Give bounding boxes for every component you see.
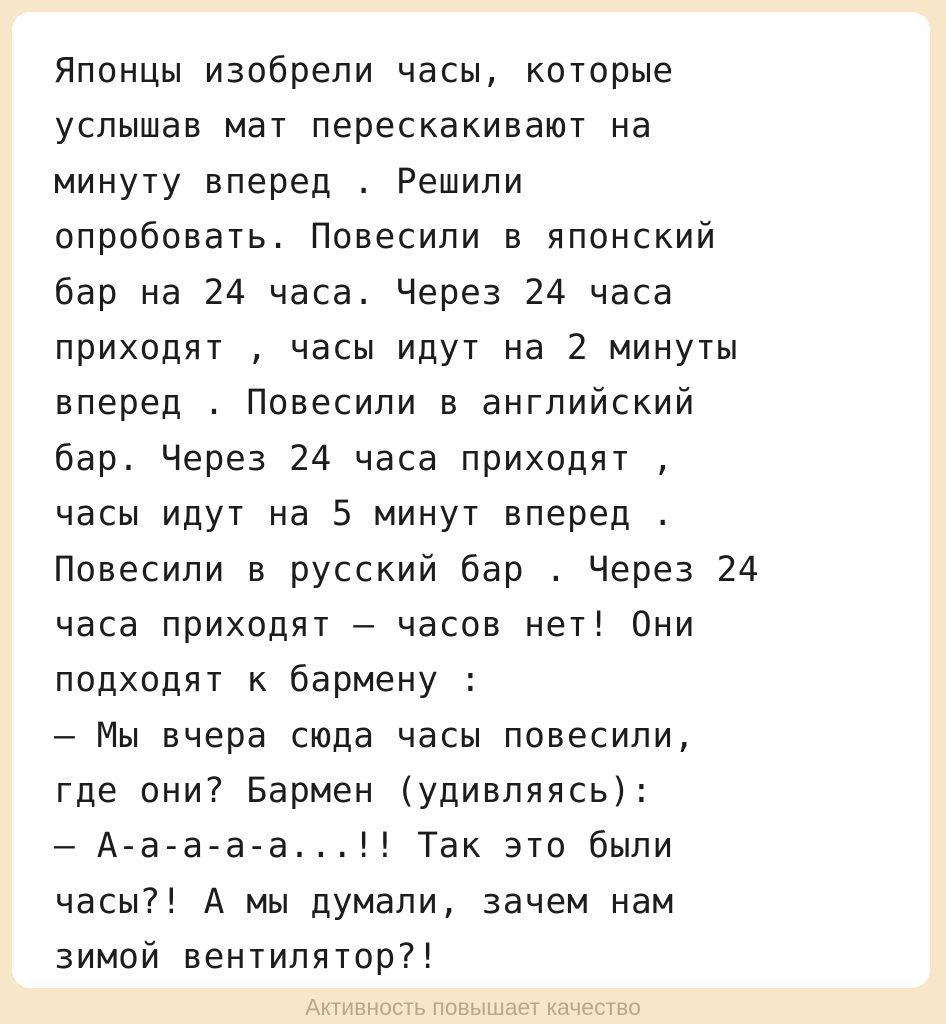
story-line-9: часы идут на 5 минут вперед . [54, 494, 674, 535]
story-line-4: опробовать. Повесили в японский [54, 217, 717, 258]
story-line-2: услышав мат перескакивают на [54, 106, 653, 147]
story-line-16: часы?! А мы думали, зачем нам [54, 881, 674, 922]
story-line-10: Повесили в русский бар . Через 24 [54, 549, 760, 590]
story-line-3: минуту вперед . Решили [54, 161, 525, 202]
joke-card [12, 12, 930, 988]
story-line-5: бар на 24 часа. Через 24 часа [54, 272, 674, 313]
story-line-14: где они? Бармен (удивляясь): [54, 771, 653, 812]
footer-caption: Активность повышает качество [305, 994, 641, 1020]
story-line-12: подходят к бармену : [54, 660, 482, 701]
story-line-13: — Мы вчера сюда часы повесили, [54, 715, 696, 756]
story-line-1: Японцы изобрели часы, которые [54, 51, 674, 91]
story-line-7: вперед . Повесили в английский [54, 383, 696, 424]
story-line-6: приходят , часы идут на 2 минуты [54, 327, 738, 368]
story-line-15: — А-а-а-а-а...!! Так это были [54, 826, 674, 867]
story-line-17: зимой вентилятор?! [54, 937, 439, 978]
story-line-11: часа приходят — часов нет! Они [54, 604, 696, 645]
story-line-8: бар. Через 24 часа приходят , [54, 438, 674, 479]
